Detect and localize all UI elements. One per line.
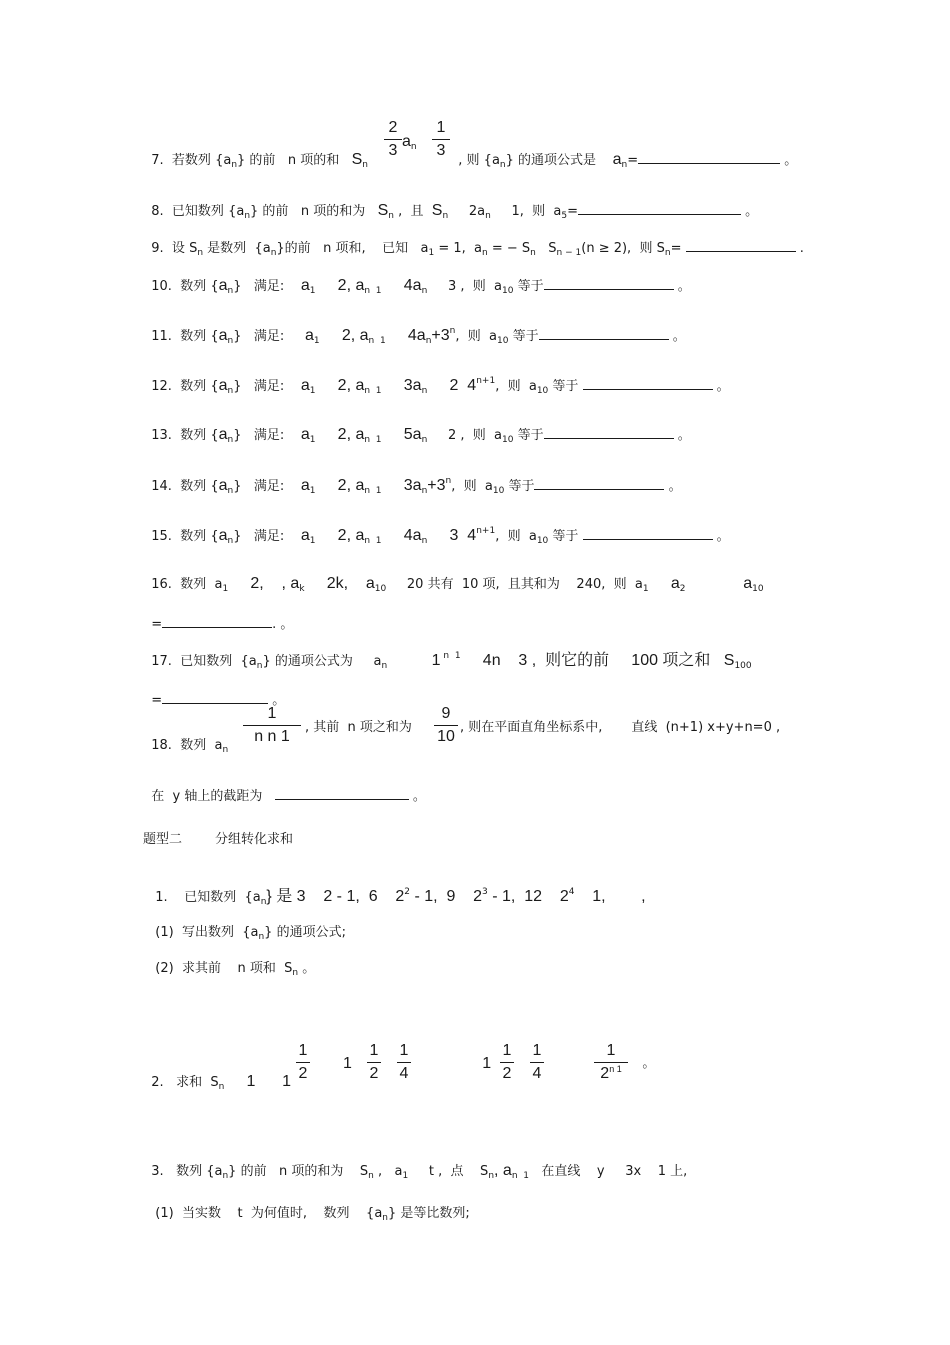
- p3-text-5: 在直线 y 3x 1 上,: [528, 1164, 688, 1179]
- q11-sub-3: n 1: [368, 336, 386, 346]
- q11-term-3: +3: [431, 327, 450, 344]
- q12-text: 12. 数列 {: [151, 379, 219, 394]
- q9-sub: n: [197, 248, 204, 258]
- fraction-bar: [594, 1062, 628, 1063]
- question-10: [143, 259, 691, 297]
- q11-sub-5: 10: [497, 336, 509, 346]
- q9-eq: =: [670, 241, 686, 256]
- q14-term-2: 3a: [381, 477, 422, 494]
- fraction-bar: [397, 1062, 411, 1063]
- q7-sub: n: [231, 160, 238, 170]
- q7-sum: S: [351, 151, 363, 168]
- q7-var-2: a: [491, 153, 500, 168]
- q15-term-3: 3 4: [427, 527, 477, 544]
- q10-sub-4: n: [421, 286, 428, 296]
- p3-text-2: } 的前 n 项的和为 S: [228, 1164, 369, 1179]
- q14-text-2: } 满足:: [233, 479, 301, 494]
- q15-sub-4: n: [421, 536, 428, 546]
- p1-sup: 2: [404, 887, 411, 897]
- q18-fraction-2: [434, 704, 458, 747]
- q16-text-2: 20 共有 10 项, 且其和为 240, 则 a: [386, 577, 643, 592]
- q17-term-2: 4n 3 , 则它的前 100 项之和 S: [460, 652, 735, 669]
- answer-blank[interactable]: [583, 377, 713, 390]
- q8-var: a: [236, 204, 245, 219]
- p2-fraction-6: [594, 1041, 628, 1085]
- question-7: [143, 133, 368, 171]
- p2-f6-base: 2: [600, 1065, 610, 1082]
- p2-f2-den: 2: [369, 1065, 379, 1082]
- q13-term: 2, a: [315, 426, 365, 443]
- q10-text-4: 等于: [513, 279, 544, 294]
- q11-sup: n: [449, 326, 456, 336]
- p1-seq: } 是 3 2 - 1, 6 2: [266, 888, 405, 905]
- p1-sup-2: 3: [482, 887, 488, 897]
- fraction-bar: [367, 1062, 381, 1063]
- q13-text: 13. 数列 {: [151, 428, 219, 443]
- q12-term-2: 3a: [381, 377, 422, 394]
- q11-term-2: 4a: [385, 327, 426, 344]
- q7-sub-2: n: [362, 160, 368, 170]
- q16-term-2: 2k, a: [304, 575, 375, 592]
- problem-3-part-1: [147, 1187, 470, 1224]
- q15-sub-3: n 1: [364, 536, 382, 546]
- q7-frac2-num: 1: [436, 119, 446, 136]
- q10-sub-5: 10: [501, 286, 514, 296]
- p1-part2-sub: n: [292, 968, 299, 978]
- q18-frac2-den: 10: [437, 728, 455, 745]
- q9-sub-2: n: [270, 248, 277, 258]
- q14-sup: n: [445, 476, 452, 486]
- q9-sub-4: n: [482, 248, 488, 258]
- q18-text-2: , 其前 n 项之和为: [305, 720, 412, 735]
- q12-sub-4: n: [421, 386, 428, 396]
- q17-end: 。: [268, 693, 286, 708]
- p1-part2-text: (2) 求其前 n 项和 S: [155, 961, 293, 976]
- p2-f6-den: [594, 1064, 628, 1085]
- q13-sub-4: n: [421, 435, 428, 445]
- p3-sub: n: [222, 1171, 229, 1181]
- answer-blank[interactable]: [686, 239, 796, 252]
- p1-part1-var: a: [250, 925, 259, 940]
- q17-sub-3: 100: [734, 661, 752, 671]
- answer-blank[interactable]: [539, 327, 669, 340]
- q8-end: 。: [741, 204, 759, 219]
- question-13: [143, 408, 691, 446]
- question-18-answer: [143, 769, 426, 806]
- p2-sub: n: [218, 1082, 225, 1092]
- q18-text: 18. 数列 a: [151, 738, 223, 753]
- q12-sup: n+1: [476, 376, 496, 386]
- q16-sub-4: 1: [642, 584, 649, 594]
- q16-term-4: a: [685, 575, 753, 592]
- q18-frac1-num: 1: [267, 705, 277, 722]
- answer-blank[interactable]: [275, 787, 409, 800]
- question-16: [143, 557, 764, 595]
- question-8: [143, 184, 758, 222]
- p1-sub: n: [260, 897, 267, 907]
- p2-text: 2. 求和 S: [151, 1075, 219, 1090]
- q9-text: 9. 设 S: [151, 241, 198, 256]
- section-title: 题型二 分组转化求和: [143, 832, 294, 847]
- p2-f3-num: 1: [399, 1042, 409, 1059]
- fraction-bar: [530, 1062, 544, 1063]
- q10-text: 10. 数列 {: [151, 279, 219, 294]
- question-17: [143, 634, 752, 672]
- p2-f4-num: 1: [502, 1042, 512, 1059]
- q15-end: 。: [712, 529, 730, 544]
- answer-blank[interactable]: [638, 151, 780, 164]
- q18-fraction-1: [243, 704, 301, 747]
- problem-1-part-1: [147, 906, 346, 943]
- q18-frac2-num: 9: [441, 705, 451, 722]
- q10-term-2: 4a: [381, 277, 422, 294]
- p2-fraction-1: [296, 1041, 310, 1084]
- p2-fraction-4: [500, 1041, 514, 1084]
- q16-sub-3: 10: [374, 584, 387, 594]
- p3-part1-text: (1) 当实数 t 为何值时, 数列 {: [155, 1206, 375, 1221]
- q14-end: 。: [664, 479, 682, 494]
- q15-text-4: 等于: [548, 529, 583, 544]
- fraction-bar: [500, 1062, 514, 1063]
- question-15: [143, 509, 730, 547]
- p2-f2-num: 1: [369, 1042, 379, 1059]
- p3-sub-5: n 1: [511, 1171, 529, 1181]
- q10-sub-2: 1: [309, 286, 316, 296]
- p3-text-4: t , 点 S: [408, 1164, 489, 1179]
- q14-term: 2, a: [315, 477, 365, 494]
- q12-sub-3: n 1: [364, 386, 382, 396]
- q14-a1: a: [300, 477, 310, 494]
- q15-sub-5: 10: [536, 536, 549, 546]
- q10-sub-3: n 1: [364, 286, 382, 296]
- q15-var: a: [218, 527, 228, 544]
- p2-end: 。: [630, 1056, 656, 1071]
- q7-frac1-den: 3: [388, 142, 398, 159]
- p2-f1-num: 1: [298, 1042, 308, 1059]
- fraction-bar: [432, 139, 450, 140]
- q14-sub: n: [227, 486, 234, 496]
- q7-frac1-num: 2: [388, 119, 398, 136]
- q8-text-3: , 且: [394, 204, 432, 219]
- q10-term: 2, a: [315, 277, 365, 294]
- p2-f1-den: 2: [298, 1065, 308, 1082]
- q8-text-4: 1, 则 a: [490, 204, 562, 219]
- p2-f5-num: 1: [532, 1042, 542, 1059]
- q12-text-2: } 满足:: [233, 379, 301, 394]
- q17-sub: n: [256, 661, 263, 671]
- q17-sub-2: n: [381, 661, 388, 671]
- fraction-bar: [243, 725, 301, 726]
- q11-sub: n: [227, 336, 234, 346]
- q13-term-2: 5a: [381, 426, 422, 443]
- q16-sub-5: 2: [679, 584, 686, 594]
- q9-text-7: (n ≥ 2), 则 S: [581, 241, 665, 256]
- answer-blank[interactable]: [534, 477, 664, 490]
- q9-end: .: [795, 241, 804, 256]
- q11-var: a: [218, 327, 228, 344]
- q13-text-3: 2 , 则 a: [427, 428, 502, 443]
- q9-text-4: = 1, a: [434, 241, 483, 256]
- q18-end: 。: [408, 789, 426, 804]
- q12-term: 2, a: [315, 377, 365, 394]
- q18-text-3: , 则在平面直角坐标系中, 直线 (n+1) x+y+n=0 ,: [460, 720, 781, 735]
- q10-end: 。: [673, 279, 691, 294]
- q7-fraction-2: [432, 118, 450, 161]
- q11-sub-2: 1: [313, 336, 320, 346]
- q11-sub-4: n: [425, 336, 432, 346]
- q7-sub-4: n: [499, 160, 506, 170]
- q13-text-4: 等于: [513, 428, 544, 443]
- p1-sup-3: 4: [568, 887, 575, 897]
- p2-f6-num: 1: [606, 1042, 616, 1059]
- p1-seq-3: - 1, 12 2: [487, 888, 569, 905]
- p1-text: 1. 已知数列 {: [155, 890, 253, 905]
- q12-text-3: , 则 a: [495, 379, 537, 394]
- p2-f4-den: 2: [502, 1065, 512, 1082]
- q12-var: a: [218, 377, 228, 394]
- q15-text-2: } 满足:: [233, 529, 301, 544]
- p3-part1-text-2: } 是等比数列;: [388, 1206, 470, 1221]
- answer-blank[interactable]: [162, 615, 272, 628]
- q14-text-3: , 则 a: [451, 479, 493, 494]
- p3-var: a: [214, 1164, 223, 1179]
- p3-part1-var: a: [374, 1206, 383, 1221]
- q7-frac2-den: 3: [436, 142, 446, 159]
- q10-text-3: 3 , 则 a: [427, 279, 502, 294]
- q15-term-2: 4a: [381, 527, 422, 544]
- problem-1: [147, 870, 646, 908]
- q12-end: 。: [712, 379, 730, 394]
- q14-var: a: [218, 477, 228, 494]
- p2-fraction-3: [397, 1041, 411, 1084]
- q7-fraction-1: [384, 118, 402, 161]
- q9-sub-6: n − 1: [556, 248, 582, 258]
- q7-end: 。: [780, 153, 798, 168]
- q8-text-2: } 的前 n 项的和为: [250, 204, 378, 219]
- q7-an: a: [612, 151, 622, 168]
- q7-sub-3: n: [410, 142, 417, 152]
- q11-text-4: 等于: [508, 329, 539, 344]
- question-12: [143, 359, 730, 397]
- q8-sub: n: [244, 211, 251, 221]
- q13-end: 。: [673, 428, 691, 443]
- p3-sub-2: n: [368, 1171, 374, 1181]
- q16-sub-6: 10: [752, 584, 764, 594]
- answer-blank[interactable]: [578, 202, 741, 215]
- answer-blank[interactable]: [544, 426, 674, 439]
- q18-text-4: 在 y 轴上的截距为: [151, 789, 275, 804]
- q15-a1: a: [300, 527, 310, 544]
- question-14: [143, 459, 682, 497]
- q11-text: 11. 数列 {: [151, 329, 219, 344]
- q9-sub-7: n: [664, 248, 671, 258]
- problem-1-part-2: [147, 942, 315, 979]
- q11-term: 2, a: [319, 327, 369, 344]
- q7-text-4: } 的通项公式是: [505, 153, 613, 168]
- q18-frac1-den: n n 1: [254, 728, 290, 745]
- q17-eq: =: [151, 693, 163, 708]
- p2-f6-sup: n 1: [609, 1064, 622, 1074]
- q16-term-3: a: [648, 575, 680, 592]
- q14-sub-5: 10: [492, 486, 505, 496]
- p1-seq-2: - 1, 9 2: [410, 888, 483, 905]
- q17-sup: n 1: [440, 651, 461, 661]
- q15-sup: n+1: [476, 526, 496, 536]
- q7-var: a: [223, 153, 232, 168]
- p2-term: 1 1: [224, 1073, 292, 1090]
- q14-text-4: 等于: [504, 479, 535, 494]
- q13-a1: a: [300, 426, 310, 443]
- fraction-bar: [384, 139, 402, 140]
- q16-sub: 1: [222, 584, 229, 594]
- q9-text-2: 是数列 {a: [203, 241, 271, 256]
- q10-sub: n: [227, 286, 234, 296]
- p1-part1-text: (1) 写出数列 {: [155, 925, 251, 940]
- p3-term: , a: [494, 1162, 512, 1179]
- q7-tail: [450, 133, 797, 171]
- q13-text-2: } 满足:: [233, 428, 301, 443]
- q18-sub: n: [222, 745, 229, 755]
- p1-part2-end: 。: [298, 961, 316, 976]
- q9-text-5: = − S: [487, 241, 531, 256]
- q8-sub-2: n: [388, 211, 394, 221]
- question-18: [143, 719, 228, 756]
- q9-text-3: }的前 n 项和, 已知 a: [276, 241, 429, 256]
- q12-sub: n: [227, 386, 234, 396]
- q13-sub: n: [227, 435, 234, 445]
- p1-part1-text-2: } 的通项公式;: [264, 925, 346, 940]
- q14-text: 14. 数列 {: [151, 479, 219, 494]
- q11-text-3: , 则 a: [455, 329, 498, 344]
- q8-sum: S: [377, 202, 389, 219]
- q12-sub-5: 10: [536, 386, 549, 396]
- answer-blank[interactable]: [544, 277, 674, 290]
- q12-text-4: 等于: [548, 379, 583, 394]
- q13-sub-2: 1: [309, 435, 316, 445]
- q17-var: a: [248, 654, 257, 669]
- p2-f3-den: 4: [399, 1065, 409, 1082]
- p1-seq-4: 1, ,: [574, 888, 646, 905]
- q7-a: a: [402, 133, 411, 150]
- p2-f5-den: 4: [532, 1065, 542, 1082]
- q16-eq: =: [151, 617, 163, 632]
- q13-sub-5: 10: [501, 435, 514, 445]
- q17-term: 1: [387, 652, 441, 669]
- problem-3: [143, 1144, 687, 1182]
- fraction-bar: [434, 725, 458, 726]
- q11-end: 。: [668, 329, 686, 344]
- q10-a1: a: [300, 277, 310, 294]
- q10-var: a: [218, 277, 228, 294]
- q9-sub-3: 1: [428, 248, 435, 258]
- p1-var: a: [252, 890, 261, 905]
- p2-term-3: 1: [420, 1055, 492, 1072]
- p3-part1-sub: n: [382, 1213, 388, 1223]
- q12-a1: a: [300, 377, 310, 394]
- q8-sub-5: 5: [561, 211, 568, 221]
- fraction-bar: [296, 1062, 310, 1063]
- q13-sub-3: n 1: [364, 435, 382, 445]
- q17-text: 17. 已知数列 {: [151, 654, 249, 669]
- q13-var: a: [218, 426, 228, 443]
- q16-text: 16. 数列 a: [151, 577, 223, 592]
- q9-sub-5: n: [530, 248, 536, 258]
- q7-term: [402, 133, 417, 153]
- question-9: [143, 221, 804, 259]
- q12-sub-2: 1: [309, 386, 316, 396]
- q7-text: 7. 若数列 {: [151, 153, 224, 168]
- p3-text-3: , a: [373, 1164, 403, 1179]
- q15-sub-2: 1: [309, 536, 316, 546]
- q8-sub-3: n: [442, 211, 449, 221]
- problem-2: [143, 1055, 291, 1093]
- q9-text-6: S: [535, 241, 557, 256]
- p2-term-2: 1: [343, 1055, 352, 1072]
- q17-text-2: } 的通项公式为 a: [262, 654, 382, 669]
- q16-term: 2, , a: [228, 575, 300, 592]
- question-16-answer: [143, 597, 293, 634]
- q8-sub-4: n: [485, 211, 491, 221]
- q7-sub-5: n: [621, 160, 628, 170]
- q7-text-2: } 的前 n 项的和: [237, 153, 352, 168]
- p2-fraction-5: [530, 1041, 544, 1084]
- q14-term-3: +3: [427, 477, 446, 494]
- q8-text: 8. 已知数列 {: [151, 204, 237, 219]
- q11-a1: a: [304, 327, 314, 344]
- q7-text-3: , 则 {: [458, 153, 492, 168]
- p3-sub-3: 1: [402, 1171, 409, 1181]
- q12-term-3: 2 4: [427, 377, 477, 394]
- q15-text: 15. 数列 {: [151, 529, 219, 544]
- q15-text-3: , 则 a: [495, 529, 537, 544]
- q10-text-2: } 满足:: [233, 279, 301, 294]
- q14-sub-4: n: [421, 486, 428, 496]
- p1-part1-sub: n: [258, 932, 265, 942]
- q14-sub-3: n 1: [364, 486, 382, 496]
- q15-sub: n: [227, 536, 234, 546]
- p3-text: 3. 数列 {: [151, 1164, 215, 1179]
- q16-sub-2: k: [299, 584, 305, 594]
- p3-sub-4: n: [488, 1171, 495, 1181]
- q14-sub-2: 1: [309, 486, 316, 496]
- q11-text-2: } 满足:: [233, 329, 305, 344]
- q16-end: . 。: [272, 617, 294, 632]
- q8-term: 2a: [448, 204, 486, 219]
- question-11: [143, 309, 686, 347]
- answer-blank[interactable]: [583, 527, 713, 540]
- answer-blank[interactable]: [162, 691, 268, 704]
- q8-sum-2: S: [431, 202, 443, 219]
- q7-eq: =: [627, 153, 639, 168]
- p2-fraction-2: [367, 1041, 381, 1084]
- q15-term: 2, a: [315, 527, 365, 544]
- q8-eq: =: [567, 204, 579, 219]
